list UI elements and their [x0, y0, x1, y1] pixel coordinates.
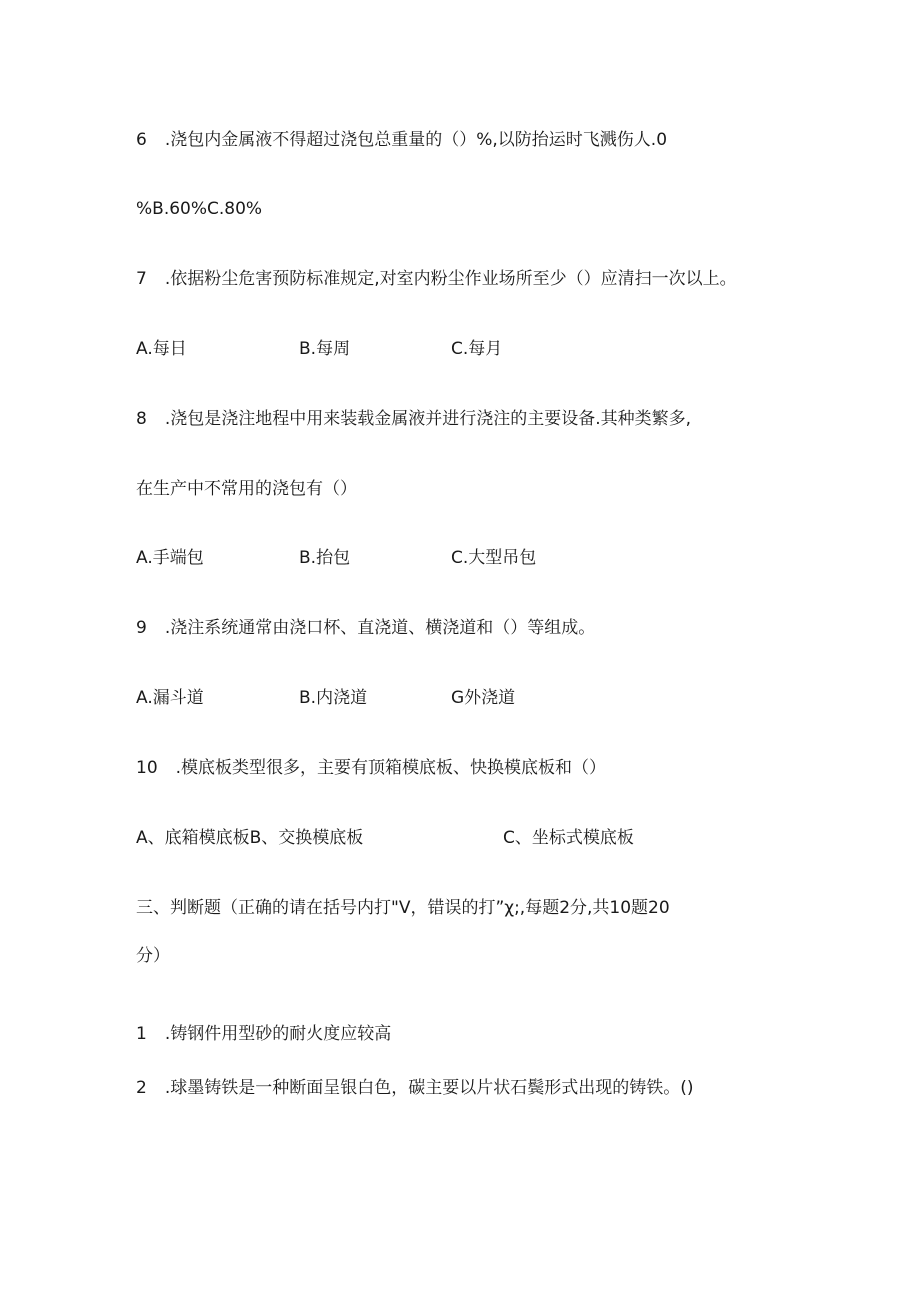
- question-number: 6: [136, 130, 147, 150]
- question-6: [136, 128, 667, 152]
- option-c: C、坐标式模底板: [503, 828, 634, 848]
- section-heading: 三、判断题（正确的请在括号内打"V，错误的打”χ;,每题2分,共10题20: [136, 898, 670, 918]
- question-text: .浇注系统通常由浇口杯、直浇道、横浇道和（）等组成。: [164, 618, 596, 638]
- question-number: 8: [136, 409, 147, 429]
- option-b: B.内浇道: [299, 688, 368, 708]
- option-a: A.漏斗道: [136, 688, 204, 708]
- question-number: 1: [136, 1024, 147, 1044]
- question-number: 10: [136, 758, 158, 778]
- question-text: .依据粉尘危害预防标准规定,对室内粉尘作业场所至少（）应清扫一次以上。: [164, 269, 737, 289]
- option-b: B.每周: [299, 339, 351, 359]
- question-7: [136, 267, 737, 291]
- question-text: .模底板类型很多，主要有顶箱模底板、快换模底板和（）: [175, 758, 607, 778]
- option-a: A.每日: [136, 339, 187, 359]
- question-8: [136, 407, 691, 431]
- question-6-continuation: %B.60%C.80%: [136, 199, 263, 219]
- question-8-continuation: 在生产中不常用的浇包有（）: [136, 479, 357, 499]
- question-10: [136, 756, 606, 780]
- option-c: C.大型吊包: [451, 548, 537, 568]
- section-heading-continuation: 分）: [136, 946, 170, 966]
- question-text: .铸钢件用型砂的耐火度应较高: [164, 1024, 392, 1044]
- option-c: C.每月: [451, 339, 503, 359]
- option-c: G外浇道: [451, 688, 516, 708]
- tf-question-1: [136, 1022, 391, 1046]
- question-9: [136, 616, 595, 640]
- question-text: .浇包内金属液不得超过浇包总重量的（）%,以防抬运时飞溅伤人.0: [164, 130, 668, 150]
- tf-question-2: [136, 1076, 694, 1100]
- question-text: .浇包是浇注地程中用来装载金属液并进行浇注的主要设备.其种类繁多,: [164, 409, 692, 429]
- question-number: 7: [136, 269, 147, 289]
- question-number: 9: [136, 618, 147, 638]
- question-text: .球墨铸铁是一种断面呈银白色，碳主要以片状石鬓形式出现的铸铁。(): [164, 1078, 694, 1098]
- question-number: 2: [136, 1078, 147, 1098]
- option-a-b: A、底箱模底板B、交换模底板: [136, 828, 364, 848]
- option-b: B.抬包: [299, 548, 351, 568]
- option-a: A.手端包: [136, 548, 204, 568]
